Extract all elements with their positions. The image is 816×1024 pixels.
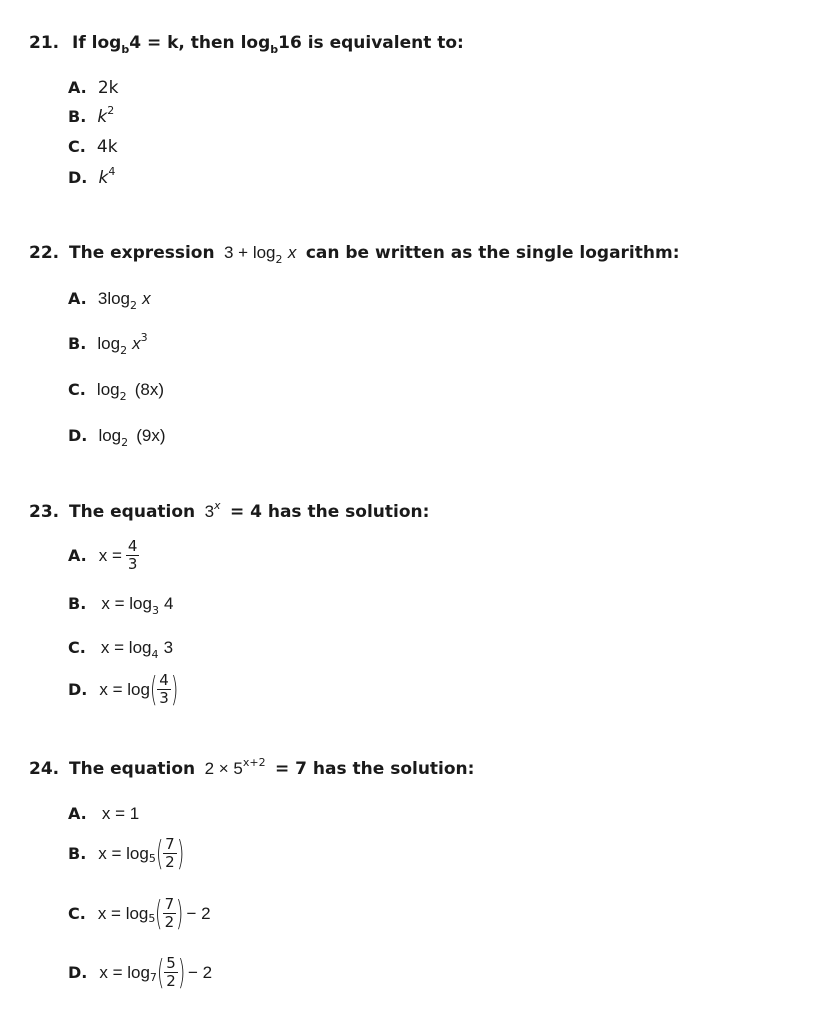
- option-variable: x: [132, 334, 141, 353]
- question-stem: [72, 33, 464, 56]
- option-a[interactable]: [68, 538, 139, 573]
- stem-text: The expression: [69, 243, 215, 263]
- stem-text: 4 = k, then log: [129, 33, 271, 53]
- option-subscript: 2: [119, 390, 127, 403]
- option-c[interactable]: [68, 893, 211, 934]
- numerator: 7: [165, 835, 175, 853]
- option-subscript: 3: [151, 604, 159, 617]
- fraction: [164, 955, 178, 990]
- option-tail: − 2: [188, 962, 213, 982]
- option-d[interactable]: [68, 952, 213, 993]
- option-letter: C.: [68, 904, 86, 923]
- option-math: x = log: [97, 903, 149, 923]
- question-number: 22.: [29, 243, 60, 263]
- numerator: 4: [127, 537, 138, 555]
- option-d[interactable]: [68, 426, 166, 449]
- stem-text: = 7 has the solution:: [275, 759, 475, 779]
- stem-exponent: x: [214, 499, 221, 512]
- option-math: x = 1: [101, 804, 140, 823]
- fraction: [163, 836, 177, 871]
- option-argument: (8x): [134, 380, 164, 399]
- option-letter: A.: [68, 289, 87, 308]
- stem-text: = 4 has the solution:: [229, 502, 430, 522]
- fraction: [163, 896, 177, 931]
- numerator: 4: [159, 671, 169, 689]
- stem-text: can be written as the single logarithm:: [305, 243, 680, 263]
- option-letter: D.: [68, 680, 88, 699]
- denominator: 2: [165, 853, 175, 871]
- option-argument: (9x): [136, 426, 166, 445]
- option-letter: A.: [68, 804, 87, 823]
- left-paren: (: [155, 833, 164, 874]
- option-subscript: 2: [130, 299, 137, 312]
- option-letter: B.: [68, 334, 87, 353]
- option-subscript: 5: [148, 912, 156, 925]
- stem-subscript: 2: [275, 253, 283, 266]
- option-math: 3log: [97, 289, 130, 308]
- option-c[interactable]: [68, 380, 164, 403]
- option-b[interactable]: [68, 594, 174, 617]
- right-paren: ): [177, 952, 186, 993]
- option-letter: B.: [68, 844, 87, 863]
- option-letter: D.: [68, 426, 88, 445]
- right-paren: ): [176, 833, 184, 874]
- option-letter: D.: [68, 168, 88, 187]
- option-exponent: 2: [107, 104, 115, 117]
- option-math: x = log: [100, 638, 152, 657]
- stem-text: If log: [72, 33, 122, 53]
- option-c[interactable]: [68, 638, 174, 661]
- option-d[interactable]: [68, 165, 116, 188]
- stem-text: The equation: [69, 502, 196, 522]
- option-d[interactable]: [68, 669, 179, 710]
- fraction: [157, 672, 171, 707]
- right-paren: ): [176, 893, 184, 934]
- option-math: x = log: [99, 962, 150, 982]
- option-c[interactable]: [68, 137, 118, 157]
- fraction: [126, 538, 140, 573]
- numerator: 5: [166, 954, 176, 972]
- option-math: log: [97, 334, 121, 353]
- option-letter: C.: [68, 638, 86, 657]
- option-text: 2k: [97, 78, 119, 98]
- option-math: log: [98, 426, 122, 445]
- question-stem: [69, 499, 430, 522]
- stem-subscript: b: [121, 43, 130, 56]
- question-stem: [69, 243, 680, 266]
- stem-math: 3 + log: [223, 243, 276, 262]
- option-letter: C.: [68, 380, 86, 399]
- left-paren: (: [149, 669, 158, 710]
- option-text: 4k: [96, 137, 118, 157]
- option-a[interactable]: [68, 289, 151, 312]
- right-paren: ): [170, 669, 179, 710]
- option-b[interactable]: [68, 833, 184, 874]
- option-letter: C.: [68, 137, 86, 156]
- option-math: log: [96, 380, 120, 399]
- option-letter: B.: [68, 107, 87, 126]
- denominator: 3: [159, 689, 169, 707]
- option-math: x = log: [99, 679, 150, 699]
- denominator: 2: [166, 972, 176, 990]
- option-letter: A.: [68, 78, 87, 97]
- option-letter: B.: [68, 594, 87, 613]
- option-subscript: 5: [148, 852, 156, 865]
- denominator: 3: [127, 555, 138, 573]
- option-subscript: 7: [149, 971, 157, 984]
- stem-math: 3: [204, 502, 215, 521]
- option-math: x = log: [98, 843, 149, 863]
- option-subscript: 4: [151, 648, 159, 661]
- question-stem: [69, 756, 475, 779]
- stem-text: 16 is equivalent to:: [278, 33, 464, 53]
- option-subscript: 2: [121, 436, 129, 449]
- option-letter: A.: [68, 546, 87, 565]
- stem-text: The equation: [69, 759, 196, 779]
- stem-exponent: x+2: [242, 756, 266, 769]
- option-exponent: 3: [140, 331, 148, 344]
- numerator: 7: [164, 895, 175, 913]
- option-b[interactable]: [68, 331, 148, 357]
- option-base: k: [97, 107, 108, 127]
- question-number: 24.: [29, 759, 60, 779]
- question-number: 23.: [29, 502, 60, 522]
- option-tail: − 2: [186, 903, 211, 923]
- option-exponent: 4: [108, 165, 116, 178]
- option-subscript: 2: [120, 344, 128, 357]
- denominator: 2: [164, 913, 175, 931]
- option-math: x =: [98, 545, 122, 565]
- stem-variable: x: [287, 243, 297, 262]
- option-argument: 3: [163, 638, 174, 657]
- option-variable: x: [142, 289, 151, 308]
- option-a[interactable]: [68, 78, 119, 98]
- option-a[interactable]: [68, 804, 139, 824]
- option-math: x = log: [101, 594, 152, 613]
- stem-math: 2 × 5: [204, 759, 243, 778]
- option-b[interactable]: [68, 104, 115, 127]
- stem-subscript: b: [270, 43, 279, 56]
- option-letter: D.: [68, 963, 88, 982]
- option-base: k: [98, 168, 109, 188]
- question-number: 21.: [29, 33, 60, 53]
- left-paren: (: [156, 952, 165, 993]
- left-paren: (: [155, 893, 163, 934]
- option-argument: 4: [164, 594, 174, 613]
